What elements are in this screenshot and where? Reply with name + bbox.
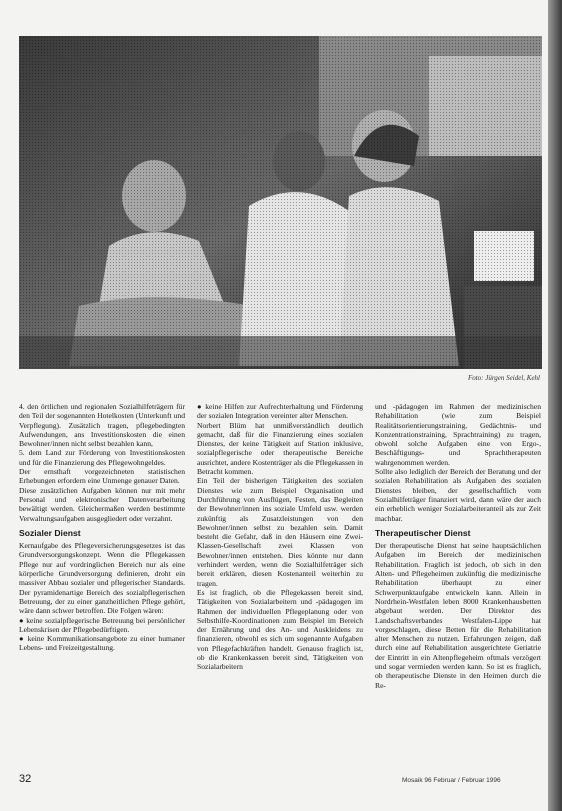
section-heading: Sozialer Dienst: [19, 527, 81, 538]
page-number: 32: [19, 773, 32, 785]
paragraph: 5. dem Land zur Förderung von Investitionskosten und für die Finanzierung des Pflegewohngeldes.: [19, 448, 185, 467]
paragraph: Der ernsthaft vorgezeichneten statistischen Erhebungen erfordern eine Unmenge genauer Daten.: [19, 467, 185, 486]
text-column-1: [19, 402, 185, 772]
paragraph: Der therapeutische Dienst hat seine hauptsächlichen Aufgaben im Bereich der medizinischen Rehabilitation. Fraglich ist jedoch, ob sich in den Alten- und Pflegeheimen zukünftig die medizinische Rehabilitation überhaupt zu einer Schwerpunktaufgabe entwickeln kann. Allein in Nordrhein-Westfalen leben 8000 Krankenhausbetten abgebaut werden. Der Direktor des Landschaftsverbandes Westfalen-Lippe hat vorgeschlagen, diese Betten für die Rehabilitation alter Menschen zu nutzen. Erfahrungen zeigen, daß durch eine auf Rehabilitation ausgerichtete Geriatrie der Eintritt in ein Altenpflegeheim oftmals verzögert und sogar vermieden werden kann. So ist es fraglich, ob therapeutische Dienste in den Heimen durch die Re-: [375, 541, 541, 690]
paragraph: 4. den örtlichen und regionalen Sozialhilfeträgern für den Teil der sogenannten Hotelkosten (Unterkunft und Verpflegung). Zusätzlich tragen, pflegebedingten Aufwendungen, ans Investitionskosten die einen Bewohner/innen nicht selbst bezahlen kann,: [19, 402, 185, 449]
paragraph: und -pädagogen im Rahmen der medizinischen Rehabilitation (wie zum Beispiel Realitätsorientierungstraining, Gedächtnis- und Konzentrationstraining, Sprachtraining) zu tragen, obwohl solche Aufgaben eine von Ergo-, Beschäftigungs- und Sprachtherapeuten wahrgenommen werden.: [375, 402, 541, 467]
article-photo: [19, 36, 542, 369]
text-column-2: [197, 402, 363, 772]
page-edge-shadow: [548, 0, 562, 811]
paragraph: Diese zusätzlichen Aufgaben können nur mit mehr Personal und elektronischer Datenverarbeitung bewältigt werden. Gleichermaßen werden bestimmte Verwaltungsaufgaben ausgegliedert oder verzahnt.: [19, 485, 185, 523]
paragraph: Kernaufgabe des Pflegeversicherungsgesetzes ist das Grundversorgungskonzept. Wenn die Pflegekassen Pflege nur auf vordringlichen Bereich nur als eine körperliche Grundversorgung definieren, droht ein massiver Abbau sozialer und pflegerischer Standards. Der pyramidenartige Bereich des sozialpflegerischen Betreuung, der zu einer ganzheitlichen Pflege gehört, wäre dann schwer betroffen. Die Folgen wären:: [19, 541, 185, 616]
photo-credit: Foto: Jürgen Seidel, Kehl: [467, 374, 540, 382]
text-column-3: [375, 402, 541, 772]
paragraph: Ein Teil der bisherigen Tätigkeiten des sozialen Dienstes wie zum Beispiel Organisation und Durchführung von Ausflügen, Festen, das Begleiten der Bewohner/innen ins soziale Umfeld usw. werden zukünftig als Zusatzleistungen von den Bewohner/innen selbst zu bezahlen sein. Damit besteht die Gefahr, daß in den Häusern eine Zwei-Klassen-Gesellschaft zwei Klassen von Bewohner/innen entstehen. Dies könnte nur dann verhindert werden, wenn die Sozialhilfeträger sich bereit erklären, diesen Kostenanteil weiterhin zu tragen.: [197, 476, 363, 588]
paragraph: Sollte also lediglich der Bereich der Beratung und der sozialen Rehabilitation als Aufgaben des sozialen Dienstes bleiben, der gesellschaftlich vom Sozialhilfeträger finanziert wird, dann wäre der auch ein erheblich weniger Sozialarbeiteranteil als zur Zeit machbar.: [375, 467, 541, 523]
section-heading: Therapeutischer Dienst: [375, 527, 471, 538]
paragraph: ● keine Kommunikationsangebote zu einer humaner Lebens- und Freizeitgestaltung.: [19, 634, 185, 653]
paragraph: Norbert Blüm hat unmißverständlich deutlich gemacht, daß für die Finanzierung eines sozialen Dienstes, der keine Tätigkeit auf Station inklusive, sozialpflegerische oder therapeutische Bereiche ausrichtet, andere Kostenträger als die Pflegekassen in Betracht kommen.: [197, 420, 363, 477]
article-body: [19, 402, 543, 772]
paragraph: Es ist fraglich, ob die Pflegekassen bereit sind, Tätigkeiten von Sozialarbeitern und -pädagogen im Rahmen der individuellen Pflegeplanung oder von Selbsthilfe-Koordinationen zum Beispiel im Bereich der Ernährung und des An- und Auskleidens zu finanzieren, obwohl es sich um sogenannte Aufgaben von Pflegefachkräften handelt. Genauso fraglich ist, ob die Krankenkassen bereit sind, Tätigkeiten von Sozialarbeitern: [197, 587, 363, 672]
footer-source: Mosaik 96 Februar / Februar 1996: [402, 777, 501, 784]
paragraph: ● keine Hilfen zur Aufrechterhaltung und Förderung der sozialen Integration vereinter alter Menschen.: [197, 402, 363, 421]
paragraph: ● keine sozialpflegerische Betreuung bei persönlicher Lebenskrisen der Pflegebedürftigen.: [19, 615, 185, 634]
photo-image: [19, 36, 542, 369]
